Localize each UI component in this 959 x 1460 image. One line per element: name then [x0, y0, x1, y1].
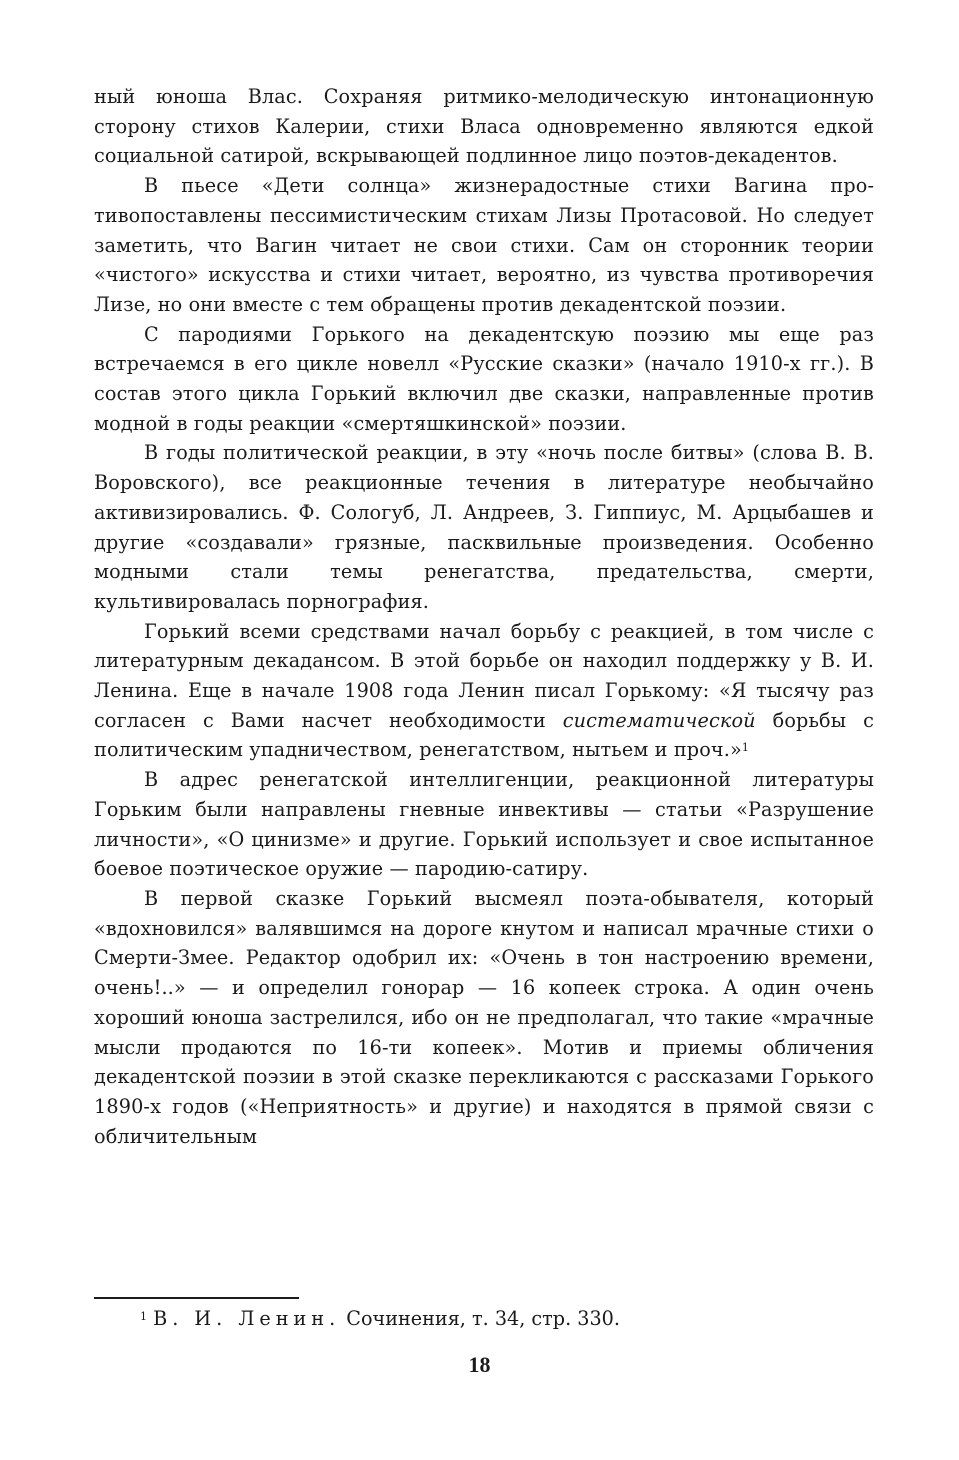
paragraph-7: В первой сказке Горький высмеял поэта-обывателя, который «вдохновился» валявшимся на дороге кнутом и написал мрачные стихи о Смерти-Змее. Редактор одобрил их: «Очень в тон настроению времени, очень!..» — и определил гонорар — 16 копеек строка. А один очень хороший юноша застрелился, ибо он не предполагал, что такие «мрачные мысли продаются по 16-ти копеек». Мотив и приемы обличения декадентской поэзии в этой сказке перекликаются с рассказами Горького 1890-х годов («Неприятность» и другие) и находятся в прямой связи с обличительным [94, 886, 874, 1148]
paragraph-1: ный юноша Влас. Сохраняя ритмико-мелодическую интонационную сторону стихов Калерии, стихи Власа одновременно являются едкой социальной сатирой, вскрывающей подлинное лицо поэтов-декадентов. [94, 85, 874, 168]
paragraph-3: С пародиями Горького на декадентскую поэзию мы еще раз встречаемся в его цикле новелл «Русские сказки» (начало 1910-х гг.). В состав этого цикла Горький включил две сказки, направленные против модной в годы реакции «смертяшкинской» поэзии. [94, 322, 874, 435]
paragraph-5 [94, 617, 874, 766]
paragraph-4: В годы политической реакции, в эту «ночь после битвы» (слова В. В. Воровского), все реакционные течения в литературе необычайно активизировались. Ф. Сологуб, Л. Андреев, З. Гиппиус, М. Арцыбашев и другие «создавали» грязные, пасквильные произведения. Особенно модными стали темы ренегатства, предательства, смерти, культивировалась порнография. [94, 441, 874, 613]
paragraph-6: В адрес ренегатской интеллигенции, реакционной литературы Горьким были направлены гневные инвективы — статьи «Разрушение личности», «О цинизме» и другие. Горький использует и свое испытанное боевое поэтическое оружие — пародию-сатиру. [94, 768, 874, 881]
footnote-author: В. И. Ленин. [153, 1307, 341, 1330]
footnote [140, 1305, 860, 1333]
paragraph-2: В пьесе «Дети солнца» жизнерадостные стихи Вагина противопоставлены пессимистическим стихам Лизы Протасовой. Но следует заметить, что Вагин читает не свои стихи. Сам он сторонник теории «чистого» искусства и стихи читает, вероятно, из чувства противоречия Лизе, но они вместе с тем обращены против декадентской поэзии. [94, 174, 874, 316]
paragraph-5-italic: систематической [562, 708, 756, 732]
page-number: 18 [468, 1352, 491, 1377]
footnote-divider [94, 1297, 299, 1299]
footnote-citation: Сочинения, т. 34, стр. 330. [340, 1307, 620, 1330]
page-body [94, 82, 874, 1151]
paragraph-5-part-c: борьбы с политическим упадничеством, ренегатством, нытьем и проч.» [94, 708, 874, 762]
footnote-marker: 1 [140, 1310, 147, 1323]
paragraph-5-part-a: Горький всеми средствами начал борьбу с реакцией, в том числе с литературным декадансом. В этой борьбе он находил поддержку у В. И. Ленина. Еще в начале 1908 года Ленин писал Горькому: «Я тысячу раз согласен с Вами насчет необходимости [94, 619, 874, 732]
footnote-reference: 1 [741, 741, 750, 755]
